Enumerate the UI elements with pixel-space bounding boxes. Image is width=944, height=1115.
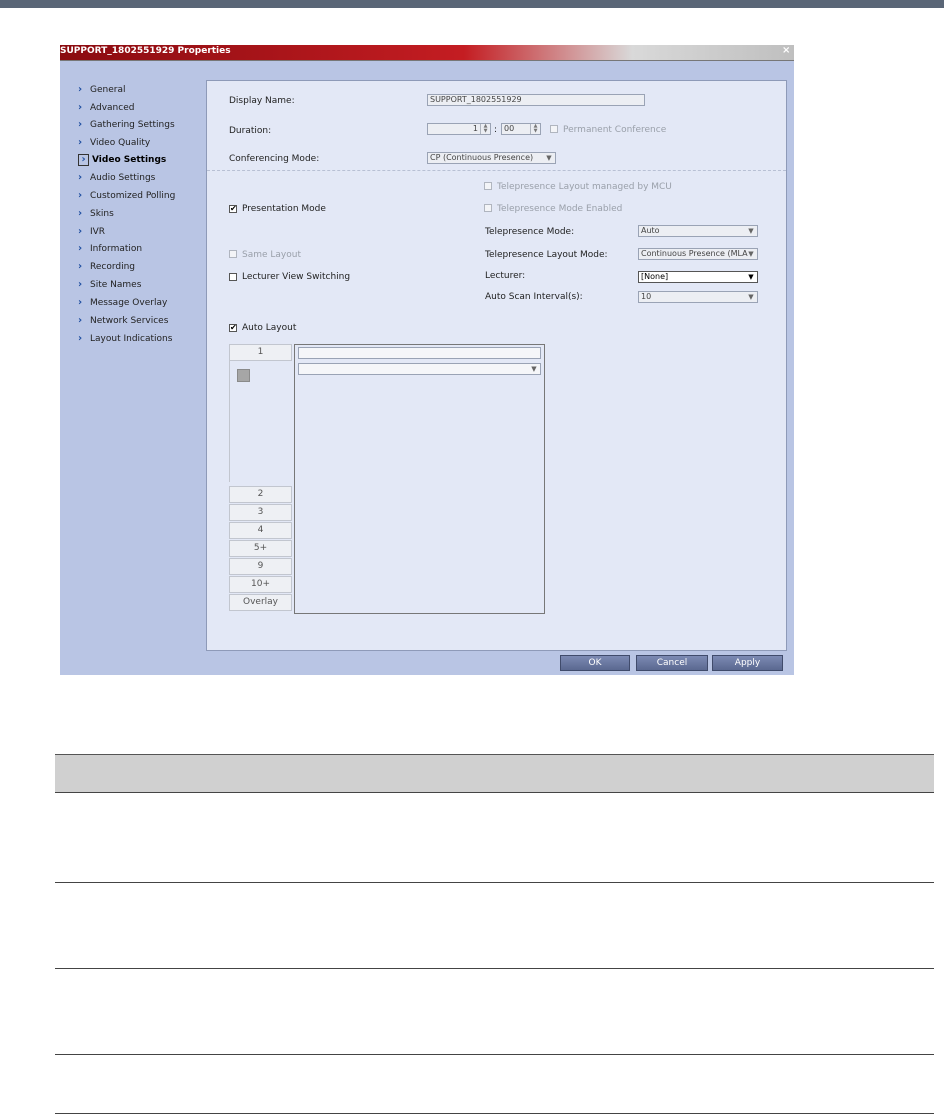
chevron-right-icon: › — [78, 102, 83, 113]
chevron-down-icon[interactable]: ▼ — [748, 250, 754, 258]
spin-icon[interactable] — [530, 124, 540, 134]
chevron-down-icon[interactable]: ▼ — [531, 365, 537, 373]
duration-hours-stepper[interactable] — [427, 123, 491, 135]
chevron-down-icon[interactable]: ▼ — [748, 293, 754, 301]
chevron-down-icon[interactable]: ▼ — [748, 227, 754, 235]
sidebar-item-gathering-settings[interactable] — [78, 117, 175, 132]
tp-layout-mode-label: Telepresence Layout Mode: — [485, 250, 608, 260]
top-bar — [0, 0, 944, 8]
sidebar-item-skins[interactable] — [78, 206, 114, 221]
layout-tab-2[interactable]: 2 — [229, 486, 292, 503]
layout-tab-3[interactable]: 3 — [229, 504, 292, 521]
chevron-down-icon[interactable]: ▼ — [748, 273, 754, 281]
chevron-right-icon: › — [78, 243, 83, 254]
auto-scan-interval-label: Auto Scan Interval(s): — [485, 292, 583, 302]
sidebar-item-label: Skins — [90, 208, 114, 219]
close-icon[interactable]: × — [782, 45, 791, 56]
layout-tab-10plus[interactable]: 10+ — [229, 576, 292, 593]
chevron-right-icon: › — [78, 190, 83, 201]
sidebar-item-message-overlay[interactable] — [78, 295, 167, 310]
sidebar-item-advanced[interactable] — [78, 100, 134, 115]
layout-grid — [294, 344, 545, 614]
sidebar-item-label: Message Overlay — [90, 297, 168, 308]
sidebar-item-label: Information — [90, 243, 143, 254]
sidebar-item-label: Gathering Settings — [90, 119, 175, 130]
layout-tab-overlay[interactable]: Overlay — [229, 594, 292, 611]
spin-up-icon[interactable]: ▲ — [483, 123, 488, 129]
sidebar-item-audio-settings[interactable] — [78, 170, 155, 185]
chevron-right-icon: › — [78, 119, 83, 130]
presentation-mode-checkbox[interactable]: ✔ — [230, 204, 237, 213]
lecturer-value: [None] — [641, 272, 669, 281]
table-divider — [55, 882, 934, 883]
spin-up-icon[interactable]: ▲ — [533, 123, 538, 129]
sidebar-item-label: General — [90, 84, 126, 95]
duration-minutes-stepper[interactable] — [501, 123, 541, 135]
lecturer-view-switching-checkbox[interactable] — [229, 273, 237, 281]
duration-hours-value: 1 — [472, 124, 478, 133]
chevron-right-icon: › — [78, 279, 83, 290]
permanent-conference-checkbox[interactable] — [550, 125, 558, 133]
sidebar-item-recording[interactable] — [78, 259, 135, 274]
sidebar-item-general[interactable] — [78, 82, 125, 97]
table-divider — [55, 1054, 934, 1055]
conferencing-mode-label: Conferencing Mode: — [229, 154, 320, 164]
lecturer-view-switching-label: Lecturer View Switching — [242, 272, 351, 282]
sidebar-item-layout-indications[interactable] — [78, 331, 172, 346]
spin-down-icon[interactable]: ▼ — [533, 128, 538, 134]
sidebar-item-label: IVR — [90, 226, 106, 237]
cancel-button[interactable]: Cancel — [636, 655, 708, 671]
tp-layout-mode-value: Continuous Presence (MLA — [641, 249, 748, 258]
sidebar-item-label: Layout Indications — [90, 333, 173, 344]
chevron-right-icon: › — [78, 172, 83, 183]
lecturer-select[interactable] — [638, 271, 758, 283]
chevron-right-icon: › — [78, 315, 83, 326]
spin-icon[interactable] — [480, 124, 490, 134]
tp-mode-select[interactable] — [638, 225, 758, 237]
sidebar-item-video-settings[interactable] — [78, 152, 166, 167]
sidebar-item-network-services[interactable] — [78, 313, 168, 328]
auto-scan-interval-value: 10 — [641, 292, 652, 301]
chevron-right-icon: › — [78, 297, 83, 308]
chevron-right-icon: › — [78, 208, 83, 219]
table-divider — [55, 792, 934, 793]
conferencing-mode-value: CP (Continuous Presence) — [430, 153, 534, 162]
layout-tab-5plus[interactable]: 5+ — [229, 540, 292, 557]
sidebar-item-label: Network Services — [90, 315, 169, 326]
sidebar-item-label: Video Settings — [92, 154, 167, 165]
same-layout-label: Same Layout — [242, 250, 301, 260]
layout-cell-select[interactable] — [298, 363, 541, 375]
lecturer-label: Lecturer: — [485, 271, 526, 281]
tp-enabled-label: Telepresence Mode Enabled — [497, 204, 623, 214]
same-layout-checkbox[interactable] — [229, 250, 237, 258]
tp-mode-value: Auto — [641, 226, 660, 235]
chevron-right-icon: › — [78, 226, 83, 237]
layout-cell-input[interactable] — [298, 347, 541, 359]
dialog-title: SUPPORT_1802551929 Properties — [60, 46, 231, 56]
tp-enabled-checkbox[interactable] — [484, 204, 492, 212]
spin-down-icon[interactable]: ▼ — [483, 128, 488, 134]
table-divider — [55, 1113, 934, 1114]
tp-mode-label: Telepresence Mode: — [485, 227, 575, 237]
sidebar-item-label: Customized Polling — [90, 190, 176, 201]
properties-dialog — [60, 45, 794, 675]
layout-thumbnail-icon[interactable] — [237, 369, 250, 382]
sidebar-item-label: Site Names — [90, 279, 142, 290]
layout-tab-1[interactable]: 1 — [229, 344, 292, 361]
table-divider — [55, 968, 934, 969]
sidebar-item-information[interactable] — [78, 241, 142, 256]
duration-minutes-value: 00 — [504, 124, 515, 133]
sidebar-item-customized-polling[interactable] — [78, 188, 175, 203]
tp-managed-label: Telepresence Layout managed by MCU — [497, 182, 672, 192]
sidebar-item-label: Video Quality — [90, 137, 151, 148]
chevron-right-icon: › — [78, 84, 83, 95]
chevron-right-icon: › — [78, 333, 83, 344]
duration-separator: : — [494, 125, 498, 135]
tp-layout-mode-select[interactable] — [638, 248, 758, 260]
chevron-right-icon: › — [78, 154, 89, 166]
chevron-right-icon: › — [78, 137, 83, 148]
auto-layout-checkbox[interactable]: ✔ — [230, 323, 237, 332]
chevron-right-icon: › — [78, 261, 83, 272]
table-header — [55, 754, 934, 793]
tp-managed-checkbox[interactable] — [484, 182, 492, 190]
layout-tab-4[interactable]: 4 — [229, 522, 292, 539]
sidebar-item-label: Audio Settings — [90, 172, 156, 183]
display-name-label: Display Name: — [229, 96, 295, 106]
auto-scan-interval-select[interactable] — [638, 291, 758, 303]
layout-tab-9[interactable]: 9 — [229, 558, 292, 575]
video-settings-panel — [206, 80, 787, 651]
sidebar-item-ivr[interactable] — [78, 224, 105, 239]
sidebar-item-label: Recording — [90, 261, 136, 272]
ok-button[interactable]: OK — [560, 655, 630, 671]
conferencing-mode-select[interactable] — [427, 152, 556, 164]
presentation-mode-label: Presentation Mode — [242, 204, 326, 214]
auto-layout-label: Auto Layout — [242, 323, 297, 333]
display-name-field[interactable]: SUPPORT_1802551929 — [427, 94, 645, 106]
permanent-conference-label: Permanent Conference — [563, 125, 667, 135]
chevron-down-icon[interactable]: ▼ — [546, 154, 552, 162]
apply-button[interactable]: Apply — [712, 655, 783, 671]
section-divider — [207, 170, 786, 171]
sidebar-item-site-names[interactable] — [78, 277, 141, 292]
title-bar[interactable] — [60, 45, 794, 61]
duration-label: Duration: — [229, 126, 272, 136]
sidebar-item-video-quality[interactable] — [78, 135, 150, 150]
layout-selection-area — [229, 361, 293, 482]
sidebar-item-label: Advanced — [90, 102, 135, 113]
